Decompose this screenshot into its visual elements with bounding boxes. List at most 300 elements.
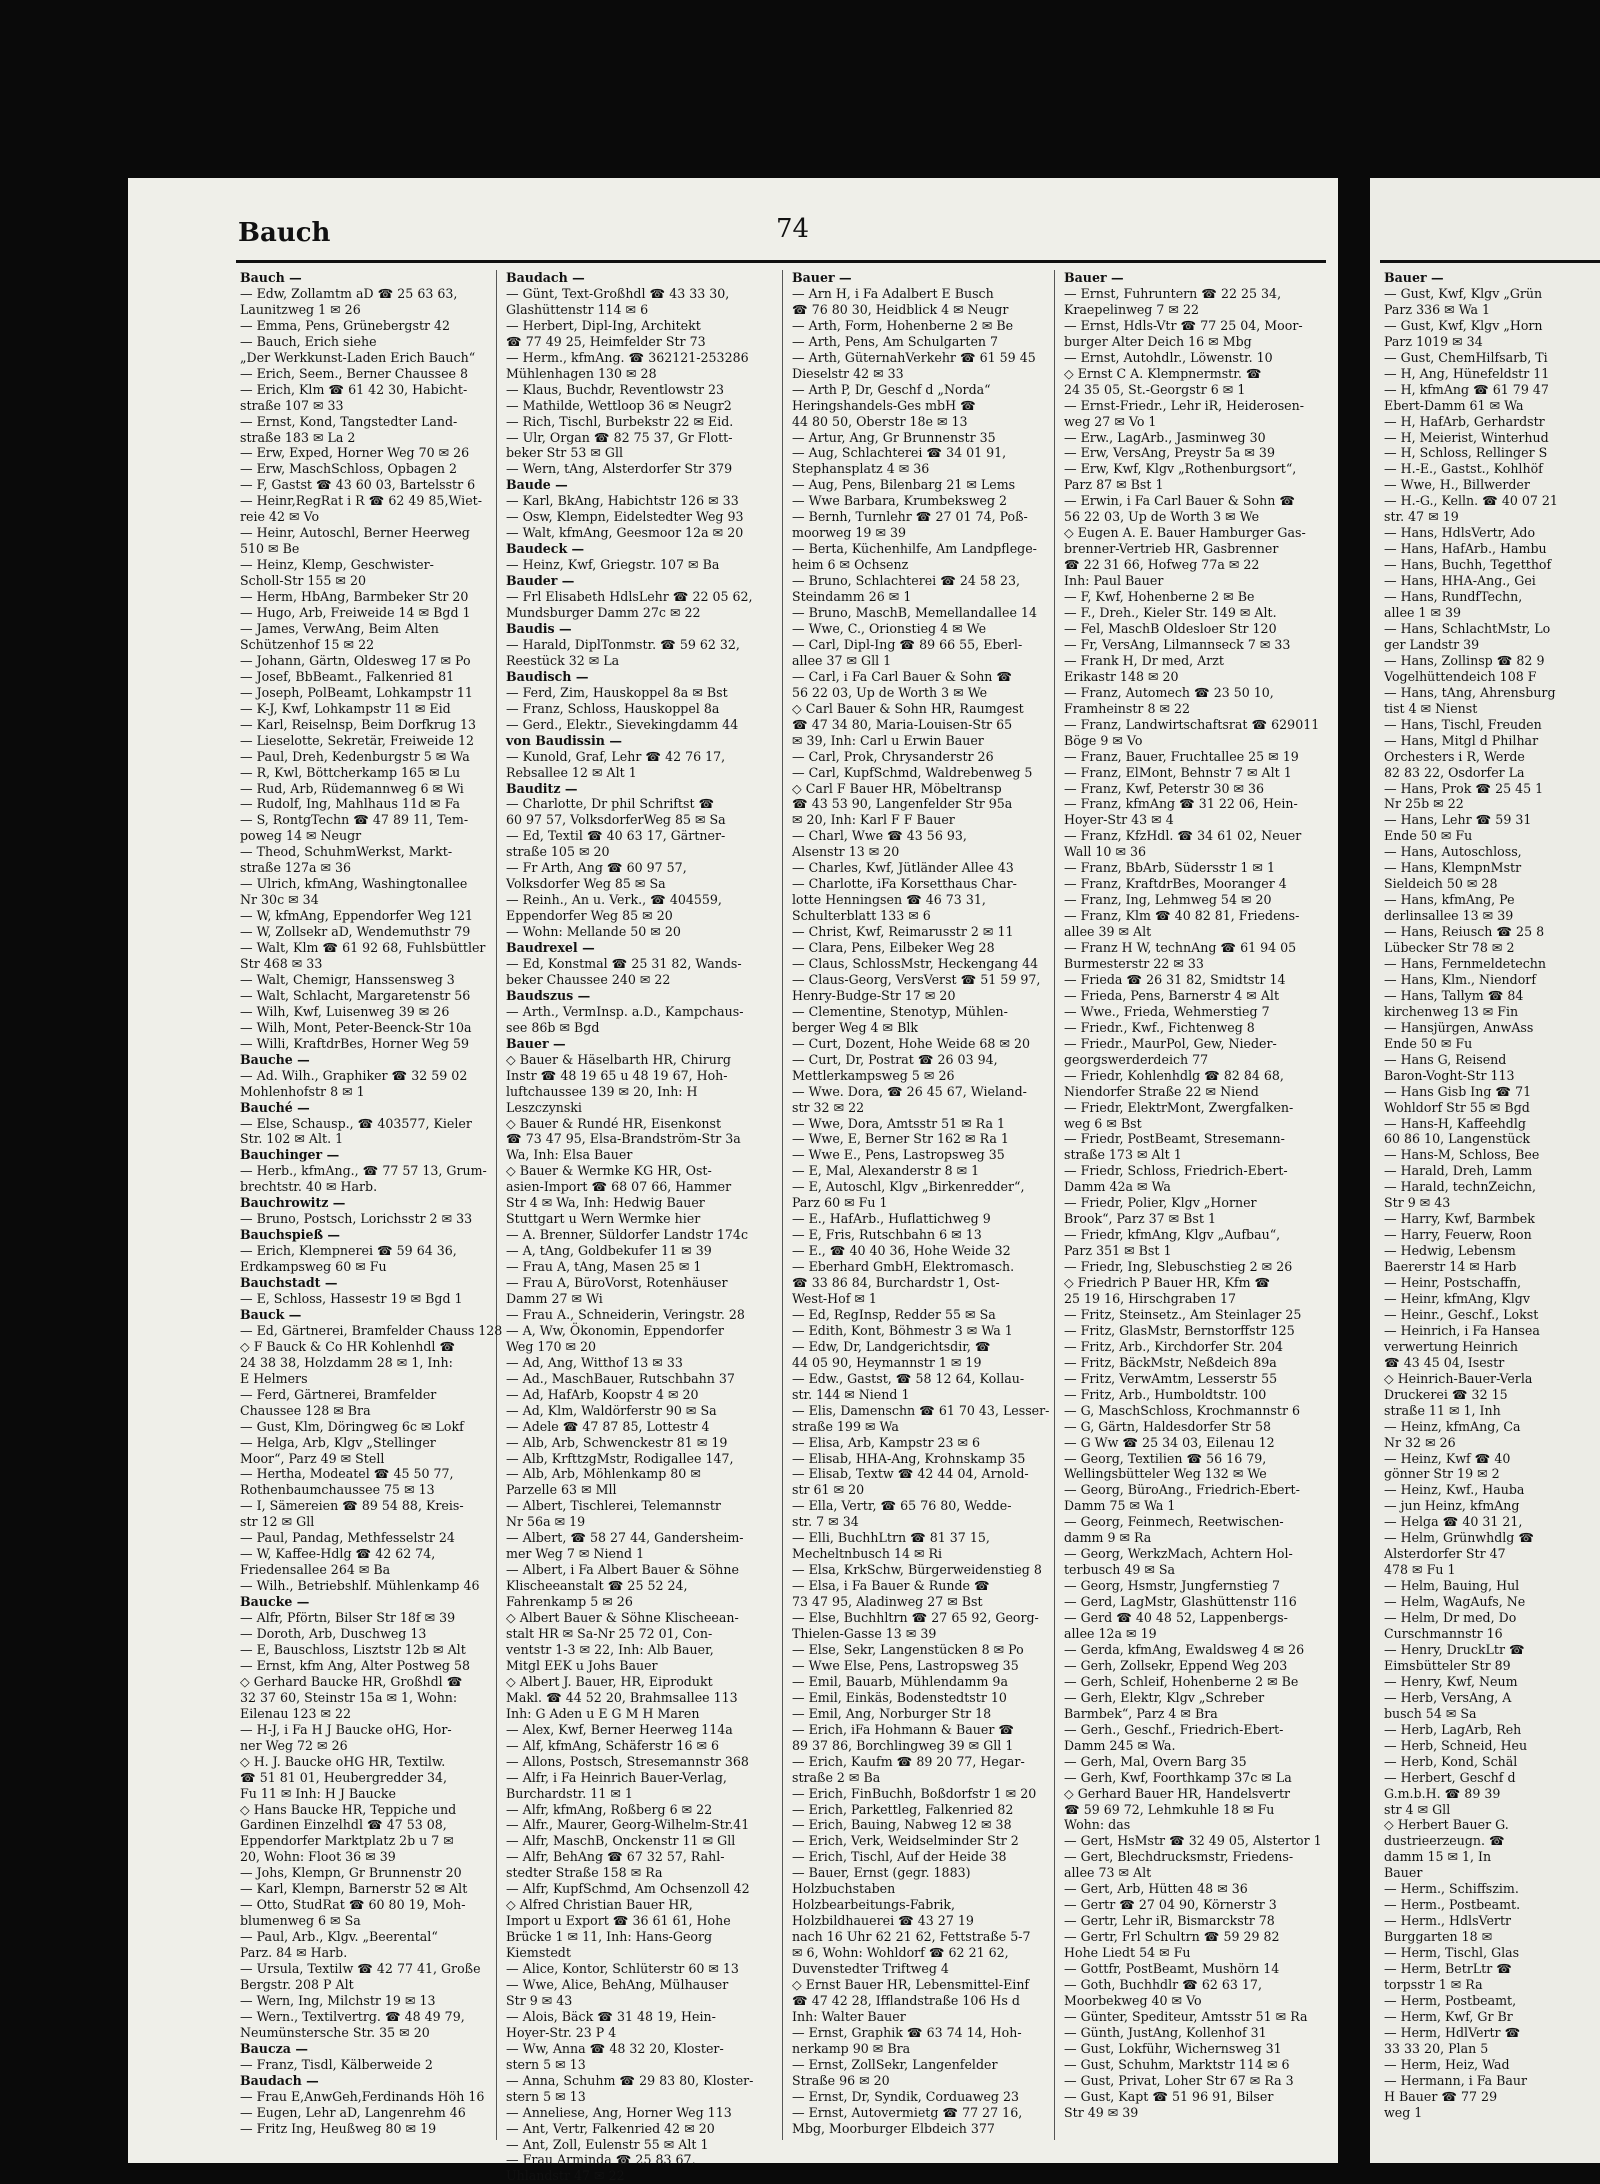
directory-entry-line: Kiemstedt [506,1945,571,1961]
directory-entry-line: — Wwe, Dora, Amtsstr 51 ✉ Ra 1 [792,1115,1005,1131]
directory-entry-line: — Ernst, Kond, Tangstedter Land- [240,413,458,429]
directory-entry-line: ◇ Gerhard Bauer HR, Handelsvertr [1064,1785,1291,1801]
directory-entry-line: Baude — [506,477,568,493]
directory-entry-line: Str 468 ✉ 33 [240,955,323,971]
directory-entry-line: — Hans, HafArb., Hambu [1384,541,1547,557]
directory-entry-line: — Ed, RegInsp, Redder 55 ✉ Sa [792,1306,996,1322]
directory-entry-line: — Herbert, Dipl-Ing, Architekt [506,317,701,333]
directory-entry-line: ◇ Alfred Christian Bauer HR, [506,1897,693,1913]
directory-entry-line: — Herb, VersAng, A [1384,1689,1512,1705]
directory-entry-line: — Erich, Klempnerei ☎ 59 64 36, [240,1243,457,1259]
directory-entry-line: berger Weg 4 ✉ Blk [792,1019,918,1035]
directory-entry-line: terbusch 49 ✉ Sa [1064,1562,1176,1578]
directory-entry-line: ☎ 47 42 28, Ifflandstraße 106 Hs d [792,1992,1020,2008]
directory-entry-line: Burchardstr. 11 ✉ 1 [506,1785,633,1801]
directory-entry-line: Parz 336 ✉ Wa 1 [1384,301,1491,317]
directory-entry-line: — Ernst, Autohdlr., Löwenstr. 10 [1064,349,1273,365]
directory-entry-line: blumenweg 6 ✉ Sa [240,1913,361,1929]
directory-entry-line: ◇ Bauer & Häselbarth HR, Chirurg [506,1051,731,1067]
directory-entry-line: — Arth, Pens, Am Schulgarten 7 [792,333,999,349]
directory-entry-line: — E, Autoschl, Klgv „Birkenredder“, [792,1179,1025,1195]
directory-entry-line: — Gust, Kapt ☎ 51 96 91, Bilser [1064,2088,1274,2104]
directory-entry-line: — Gerh, Kwf, Foorthkamp 37c ✉ La [1064,1769,1292,1785]
directory-entry-line: asien-Import ☎ 68 07 66, Hammer [506,1179,732,1195]
directory-entry-line: — Hermann, i Fa Baur [1384,2072,1528,2088]
directory-entry-line: — Theod, SchuhmWerkst, Markt- [240,844,453,860]
directory-entry-line: moorweg 19 ✉ 39 [792,525,907,541]
directory-entry-line: — Gerd, LagMstr, Glashüttenstr 116 [1064,1594,1297,1610]
directory-entry-line: Chaussee 128 ✉ Bra [240,1402,371,1418]
directory-entry-line: — Alfr, i Fa Heinrich Bauer-Verlag, [506,1769,727,1785]
directory-entry-line: — Friedr, ElektrMont, Zwergfalken- [1064,1099,1294,1115]
directory-entry-line: — Hans-M, Schloss, Bee [1384,1147,1540,1163]
directory-entry-line: Ebert-Damm 61 ✉ Wa [1384,397,1524,413]
directory-entry-line: — Hans, Tallym ☎ 84 [1384,987,1524,1003]
directory-entry-line: Wall 10 ✉ 36 [1064,844,1147,860]
directory-entry-line: ☎ 22 31 66, Hofweg 77a ✉ 22 [1064,557,1260,573]
directory-entry-line: — Gerh, Mal, Overn Barg 35 [1064,1753,1247,1769]
directory-entry-line: Instr ☎ 48 19 65 u 48 19 67, Hoh- [506,1067,728,1083]
directory-entry-line: ◇ Bauer & Rundé HR, Eisenkonst [506,1115,722,1131]
directory-entry-line: str 32 ✉ 22 [792,1099,865,1115]
directory-entry-line: — Wern, tAng, Alsterdorfer Str 379 [506,461,733,477]
directory-entry-line: — Friedr, Ing, Slebuschstieg 2 ✉ 26 [1064,1259,1293,1275]
directory-entry-line: — Herm, Postbeamt, [1384,1992,1517,2008]
directory-entry-line: — Wilh, Mont, Peter-Beenck-Str 10a [240,1019,472,1035]
directory-entry-line: — Charlotte, iFa Korsetthaus Char- [792,876,1017,892]
next-page-column [1384,270,1600,2121]
directory-entry-line: — Herb, Schneid, Heu [1384,1737,1528,1753]
directory-entry-line: Bauditz — [506,780,578,796]
directory-entry-line: — E, Bauschloss, Lisztstr 12b ✉ Alt [240,1641,466,1657]
directory-entry-line: — Wilh., Betriebshlf. Mühlenkamp 46 [240,1578,480,1594]
directory-entry-line: — Franz, Bauer, Fruchtallee 25 ✉ 19 [1064,748,1299,764]
directory-entry-line: — Herm., HdlsVertr [1384,1913,1512,1929]
directory-entry-line: straße 105 ✉ 20 [506,844,610,860]
directory-entry-line: — Hans, Autoschloss, [1384,844,1522,860]
directory-entry-line: — Gerh, Schleif, Hohenberne 2 ✉ Be [1064,1673,1299,1689]
directory-entry-line: Baudach — [506,270,585,285]
directory-entry-line: — Alice, Kontor, Schlüterstr 60 ✉ 13 [506,1961,739,1977]
directory-entry-line: Mbg, Moorburger Elbdeich 377 [792,2120,995,2136]
directory-entry-line: — Ant, Vertr, Falkenried 42 ✉ 20 [506,2120,715,2136]
directory-entry-line: — Hans, Reiusch ☎ 25 8 [1384,924,1545,940]
directory-entry-line: — Hans, Mitgl d Philhar [1384,732,1539,748]
directory-entry-line: — Arn H, i Fa Adalbert E Busch [792,285,994,301]
directory-entry-line: — Günt, Text-Großhdl ☎ 43 33 30, [506,285,730,301]
directory-entry-line: „Der Werkkunst-Laden Erich Bauch“ [240,349,476,365]
directory-entry-line: — Edith, Kont, Böhmestr 3 ✉ Wa 1 [792,1322,1013,1338]
directory-entry-line: — Hans, KlempnMstr [1384,860,1522,876]
directory-entry-line: Brook“, Parz 37 ✉ Bst 1 [1064,1211,1216,1227]
directory-entry-line: Rebsallee 12 ✉ Alt 1 [506,764,637,780]
directory-entry-line: Stephansplatz 4 ✉ 36 [792,461,930,477]
directory-entry-line: Uhlandstr 47 ✉ 22 [506,2168,625,2184]
directory-entry-line: — Clementine, Stenotyp, Mühlen- [792,1003,1008,1019]
directory-entry-line: — H-J, i Fa H J Baucke oHG, Hor- [240,1721,452,1737]
directory-entry-line: ◇ Heinrich-Bauer-Verla [1384,1370,1533,1386]
directory-entry-line: str. 47 ✉ 19 [1384,509,1459,525]
directory-entry-line: 73 47 95, Aladinweg 27 ✉ Bst [792,1594,983,1610]
directory-entry-line: weg 27 ✉ Vo 1 [1064,413,1157,429]
directory-entry-line: Str 9 ✉ 43 [1384,1195,1451,1211]
directory-entry-line: beker Chaussee 240 ✉ 22 [506,971,671,987]
directory-entry-line: Baudeck — [506,541,585,557]
page-number: 74 [776,214,810,244]
directory-entry-line: — Gottfr, PostBeamt, Mushörn 14 [1064,1961,1280,1977]
directory-entry-line: — Hans, Lehr ☎ 59 31 [1384,812,1532,828]
directory-entry-line: 510 ✉ Be [240,541,300,557]
directory-entry-line: — Hans, Buchh, Tegetthof [1384,557,1552,573]
directory-entry-line: — H.-G., Kelln. ☎ 40 07 21 [1384,493,1558,509]
directory-entry-line: — Wilh, Kwf, Luisenweg 39 ✉ 26 [240,1003,450,1019]
directory-entry-line: Hohe Liedt 54 ✉ Fu [1064,1945,1191,1961]
directory-entry-line: — H, Meierist, Winterhud [1384,429,1549,445]
directory-entry-line: — Wwe Barbara, Krumbeksweg 2 [792,493,1008,509]
directory-entry-line: Parz 60 ✉ Fu 1 [792,1195,888,1211]
directory-entry-line: — Rudolf, Ing, Mahlhaus 11d ✉ Fa [240,796,461,812]
directory-entry-line: West-Hof ✉ 1 [792,1291,877,1306]
directory-entry-line: — Reinh., An u. Verk., ☎ 404559, [506,892,722,908]
directory-entry-line: Druckerei ☎ 32 15 [1384,1386,1508,1402]
directory-entry-line: Alsterdorfer Str 47 [1384,1546,1506,1562]
directory-entry-line: — Helga ☎ 40 31 21, [1384,1514,1523,1530]
directory-entry-line: — Josef, BbBeamt., Falkenried 81 [240,668,455,684]
directory-entry-line: — W, kfmAng, Eppendorfer Weg 121 [240,908,474,924]
directory-entry-line: — Helm, WagAufs, Ne [1384,1594,1526,1610]
directory-entry-line: — Erich, iFa Hohmann & Bauer ☎ [792,1721,1015,1737]
directory-entry-line: — Christ, Kwf, Reimarusstr 2 ✉ 11 [792,924,1014,940]
directory-entry-line: Holzbuchstaben [792,1881,896,1897]
directory-entry-line: 56 22 03, Up de Worth 3 ✉ We [1064,509,1260,525]
directory-entry-line: Bauch — [240,270,302,285]
directory-entry-line: Holzbildhauerei ☎ 43 27 19 [792,1913,974,1929]
directory-entry-line: — Frau A, tAng, Masen 25 ✉ 1 [506,1259,702,1275]
directory-entry-line: ◇ Ernst C A. Klempnermstr. ☎ [1064,365,1262,381]
directory-entry-line: — Walt, kfmAng, Geesmoor 12a ✉ 20 [506,525,744,541]
directory-entry-line: — Frl Elisabeth HdlsLehr ☎ 22 05 62, [506,589,753,605]
directory-entry-line: — Artur, Ang, Gr Brunnenstr 35 [792,429,996,445]
directory-entry-line: — Elis, Damenschn ☎ 61 70 43, Lesser- [792,1402,1050,1418]
directory-entry-line: Bauder — [506,573,575,589]
column-divider [782,270,783,2140]
directory-entry-line: — Frau A, BüroVorst, Rotenhäuser [506,1275,728,1291]
directory-entry-line: — Ww, Anna ☎ 48 32 20, Kloster- [506,2040,724,2056]
directory-entry-line: — Alfr, KupfSchmd, Am Ochsenzoll 42 [506,1881,750,1897]
directory-entry-line: — Friedr, PostBeamt, Stresemann- [1064,1131,1285,1147]
directory-entry-line: — Heinrich, i Fa Hansea [1384,1322,1540,1338]
directory-entry-line: — Joseph, PolBeamt, Lohkampstr 11 [240,684,473,700]
directory-entry-line: Stuttgart u Wern Wermke hier [506,1211,701,1227]
directory-entry-line: straße 173 ✉ Alt 1 [1064,1147,1182,1163]
directory-entry-line: — Elsa, i Fa Bauer & Runde ☎ [792,1578,990,1594]
directory-entry-line: Bauck — [240,1306,302,1322]
directory-entry-line: Mühlenhagen 130 ✉ 28 [506,365,657,381]
directory-entry-line: E Helmers [240,1370,308,1386]
directory-entry-line: — Gertr, Lehr iR, Bismarckstr 78 [1064,1913,1275,1929]
directory-entry-line: — F, Kwf, Hohenberne 2 ✉ Be [1064,589,1255,605]
directory-entry-line: — Eugen, Lehr aD, Langenrehm 46 [240,2104,466,2120]
directory-entry-line: — Erw, VersAng, Preystr 5a ✉ 39 [1064,445,1275,461]
directory-entry-line: — Wwe Else, Pens, Lastropsweg 35 [792,1657,1019,1673]
directory-entry-line: allee 12a ✉ 19 [1064,1626,1157,1642]
directory-entry-line: 82 83 22, Osdorfer La [1384,764,1525,780]
directory-entry-line: straße 107 ✉ 33 [240,397,344,413]
directory-entry-line: Launitzweg 1 ✉ 26 [240,301,361,317]
directory-entry-line: Parz. 84 ✉ Harb. [240,1945,348,1961]
directory-entry-line: Bauer — [792,270,852,285]
directory-entry-line: Wohldorf Str 55 ✉ Bgd [1384,1099,1530,1115]
directory-entry-line: — Gert, Blechdrucksmstr, Friedens- [1064,1849,1294,1865]
directory-entry-line: str 4 ✉ Gll [1384,1801,1451,1817]
directory-entry-line: — A, Ww, Ökonomin, Eppendorfer [506,1322,724,1338]
directory-entry-line: — Ed, Konstmal ☎ 25 31 82, Wands- [506,955,742,971]
directory-page [128,178,1338,2184]
directory-entry-line: — Gertr, Frl Schultrn ☎ 59 29 82 [1064,1929,1280,1945]
directory-entry-line: — Heinz, Kwf, Griegstr. 107 ✉ Ba [506,557,720,573]
directory-entry-line: — Heinr, Postschaffn, [1384,1275,1522,1291]
directory-entry-line: — Edw, Zollamtm aD ☎ 25 63 63, [240,285,458,301]
directory-entry-line: — Ad, HafArb, Koopstr 4 ✉ 20 [506,1386,699,1402]
directory-entry-line: — F, Gastst ☎ 43 60 03, Bartelsstr 6 [240,477,476,493]
directory-entry-line: ☎ 43 53 90, Langenfelder Str 95a [792,796,1013,812]
directory-entry-line: — Erw, MaschSchloss, Opbagen 2 [240,461,458,477]
directory-entry-line: Mecheltnbusch 14 ✉ Ri [792,1546,943,1562]
directory-entry-line: ◇ Carl Bauer & Sohn HR, Raumgest [792,700,1024,716]
directory-entry-line: ◇ Eugen A. E. Bauer Hamburger Gas- [1064,525,1306,541]
directory-entry-line: ☎ 51 81 01, Heubergredder 34, [240,1769,448,1785]
directory-entry-line: — Paul, Dreh, Kedenburgstr 5 ✉ Wa [240,748,470,764]
directory-entry-line: 60 97 57, VolksdorferWeg 85 ✉ Sa [506,812,726,828]
directory-entry-line: Heringshandels-Ges mbH ☎ [792,397,976,413]
directory-entry-line: Kraepelinweg 7 ✉ 22 [1064,301,1199,317]
directory-entry-line: ◇ Carl F Bauer HR, Möbeltransp [792,780,1002,796]
directory-entry-line: ◇ Hans Baucke HR, Teppiche und [240,1801,457,1817]
directory-entry-line: — Herb., kfmAng., ☎ 77 57 13, Grum- [240,1163,487,1179]
directory-entry-line: — Harald, DiplTonmstr. ☎ 59 62 32, [506,636,740,652]
directory-entry-line: — Friedr, Kohlenhdlg ☎ 82 84 68, [1064,1067,1284,1083]
directory-entry-line: — Heinr., Geschf., Lokst [1384,1306,1539,1322]
directory-entry-line: georgswerderdeich 77 [1064,1051,1209,1067]
directory-entry-line: — Bruno, Schlachterei ☎ 24 58 23, [792,573,1020,589]
directory-entry-line: — Alex, Kwf, Berner Heerweg 114a [506,1721,733,1737]
directory-entry-line: — Otto, StudRat ☎ 60 80 19, Moh- [240,1897,466,1913]
directory-entry-line: weg 1 [1384,2104,1423,2120]
directory-entry-line: ✉ 20, Inh: Karl F F Bauer [792,812,955,828]
directory-entry-line: — Anna, Schuhm ☎ 29 83 80, Kloster- [506,2072,754,2088]
directory-entry-line: Bauer [1384,1865,1423,1881]
directory-entry-line: — Elisab, HHA-Ang, Krohnskamp 35 [792,1450,1026,1466]
directory-entry-line: — Georg, Hsmstr, Jungfernstieg 7 [1064,1578,1280,1594]
directory-entry-line: — Alb, Arb, Möhlenkamp 80 ✉ [506,1466,701,1482]
directory-entry-line: — Carl, KupfSchmd, Waldrebenweg 5 [792,764,1033,780]
directory-entry-line: Neumünstersche Str. 35 ✉ 20 [240,2024,430,2040]
directory-entry-line: — Hans, HdlsVertr, Ado [1384,525,1536,541]
header-rule [236,260,1326,263]
directory-entry-line: damm 15 ✉ 1, In [1384,1849,1492,1865]
directory-entry-line: — Gust, Schuhm, Marktstr 114 ✉ 6 [1064,2056,1290,2072]
directory-entry-line: — Wwe. Dora, ☎ 26 45 67, Wieland- [792,1083,1027,1099]
directory-entry-line: — Frau Arminda ☎ 25 83 67, [506,2152,696,2168]
directory-entry-line: — Erwin, i Fa Carl Bauer & Sohn ☎ [1064,493,1296,509]
directory-entry-line: — Gust, Kwf, Klgv „Grün [1384,285,1543,301]
directory-entry-line: — Alb, KrfttzgMstr, Rodigallee 147, [506,1450,734,1466]
directory-entry-line: Gardinen Einzelhdl ☎ 47 53 08, [240,1817,447,1833]
directory-entry-line: — Herm, Heiz, Wad [1384,2056,1510,2072]
directory-entry-line: Brücke 1 ✉ 11, Inh: Hans-Georg [506,1929,713,1945]
directory-entry-line: — Fritz, Arb., Kirchdorfer Str. 204 [1064,1338,1284,1354]
directory-entry-line: ☎ 43 45 04, Isestr [1384,1354,1505,1370]
directory-entry-line: — Johann, Gärtn, Oldesweg 17 ✉ Po [240,652,471,668]
directory-entry-line: — Fritz Ing, Heußweg 80 ✉ 19 [240,2120,437,2136]
directory-entry-line: Inh: Paul Bauer [1064,573,1164,589]
directory-entry-line: Orchesters i R, Werde [1384,748,1525,764]
directory-entry-line: — Frieda, Pens, Barnerstr 4 ✉ Alt [1064,987,1280,1003]
directory-entry-line: ☎ 76 80 30, Heidblick 4 ✉ Neugr [792,301,1009,317]
directory-entry-line: — Karl, Reiselnsp, Beim Dorfkrug 13 [240,716,477,732]
directory-entry-line: — R, Kwl, Böttcherkamp 165 ✉ Lu [240,764,461,780]
directory-entry-line: — Edw., Gastst, ☎ 58 12 64, Kollau- [792,1370,1025,1386]
directory-entry-line: Eilenau 123 ✉ 22 [240,1705,352,1721]
directory-entry-line: — A. Brenner, Süldorfer Landstr 174c [506,1227,748,1243]
directory-entry-line: heim 6 ✉ Ochsenz [792,557,909,573]
directory-entry-line: — Else, Schausp., ☎ 403577, Kieler [240,1115,472,1131]
directory-entry-line: ◇ Albert J. Bauer, HR, Eiprodukt [506,1673,713,1689]
directory-entry-line: — Walt, Klm ☎ 61 92 68, Fuhlsbüttler [240,940,486,956]
directory-entry-line: Baucke — [240,1594,310,1610]
directory-entry-line: Bauchinger — [240,1147,340,1163]
directory-entry-line: — Helm, Dr med, Do [1384,1610,1517,1626]
directory-entry-line: — Gert, Arb, Hütten 48 ✉ 36 [1064,1881,1248,1897]
directory-entry-line: — Heinr, Autoschl, Berner Heerweg [240,525,470,541]
directory-entry-line: ◇ F Bauck & Co HR Kohlenhdl ☎ [240,1338,456,1354]
directory-entry-line: Makl. ☎ 44 52 20, Brahmsallee 113 [506,1689,738,1705]
directory-entry-line: G.m.b.H. ☎ 89 39 [1384,1785,1501,1801]
directory-entry-line: ◇ Ernst Bauer HR, Lebensmittel-Einf [792,1976,1030,1992]
directory-entry-line: — Friedr., MaurPol, Gew, Nieder- [1064,1035,1277,1051]
directory-entry-line: — Elisa, Arb, Kampstr 23 ✉ 6 [792,1434,981,1450]
directory-entry-line: — Ad, Ang, Witthof 13 ✉ 33 [506,1354,683,1370]
directory-entry-line: — Franz, Schloss, Hauskoppel 8a [506,700,720,716]
column-1 [240,270,503,2137]
directory-entry-line: — Herm, HdlVertr ☎ [1384,2024,1521,2040]
directory-entry-line: — Hans G, Reisend [1384,1051,1507,1067]
directory-entry-line: — Paul, Arb., Klgv. „Beerental“ [240,1929,438,1945]
directory-entry-line: Burggarten 18 ✉ [1384,1929,1493,1945]
directory-entry-line: Baucza — [240,2040,308,2056]
directory-entry-line: Leszczynski [506,1099,582,1115]
directory-entry-line: — jun Heinz, kfmAng [1384,1498,1520,1514]
directory-entry-line: — Harry, Feuerw, Roon [1384,1227,1532,1243]
directory-entry-line: — Fritz, BäckMstr, Neßdeich 89a [1064,1354,1277,1370]
directory-entry-line: — Hans, tAng, Ahrensburg [1384,684,1556,700]
directory-entry-line: — Alf, kfmAng, Schäferstr 16 ✉ 6 [506,1737,720,1753]
directory-entry-line: Alsenstr 13 ✉ 20 [792,844,900,860]
directory-entry-line: — Ad., MaschBauer, Rutschbahn 37 [506,1370,735,1386]
directory-entry-line: — Erich, Parkettleg, Falkenried 82 [792,1801,1014,1817]
directory-entry-line: — Fritz, Steinsetz., Am Steinlager 25 [1064,1306,1302,1322]
directory-entry-line: Schützenhof 15 ✉ 22 [240,636,375,652]
directory-entry-line: — Eberhard GmbH, Elektromasch. [792,1259,1015,1275]
directory-entry-line: 24 38 38, Holzdamm 28 ✉ 1, Inh: [240,1354,453,1370]
directory-entry-line: — Elisab, Textw ☎ 42 44 04, Arnold- [792,1466,1029,1482]
directory-entry-line: — Wwe, C., Orionstieg 4 ✉ We [792,620,987,636]
directory-entry-line: — Ernst, kfm Ang, Alter Postweg 58 [240,1657,471,1673]
directory-entry-line: 56 22 03, Up de Worth 3 ✉ We [792,684,988,700]
directory-entry-line: str. 144 ✉ Niend 1 [792,1386,910,1402]
directory-entry-line: str 12 ✉ Gll [240,1514,315,1530]
directory-entry-line: Mundsburger Damm 27c ✉ 22 [506,605,701,621]
directory-entry-line: — Curt, Dozent, Hohe Weide 68 ✉ 20 [792,1035,1031,1051]
directory-entry-line: Moor“, Parz 49 ✉ Stell [240,1450,385,1466]
directory-entry-line: — Carl, Prok, Chrysanderstr 26 [792,748,994,764]
directory-entry-line: — Claus, SchlossMstr, Heckengang 44 [792,955,1039,971]
header-rule [1380,260,1600,263]
directory-entry-line: — Henry, DruckLtr ☎ [1384,1641,1525,1657]
directory-entry-line: — Wwe., Frieda, Wehmerstieg 7 [1064,1003,1270,1019]
directory-entry-line: — Albert, i Fa Albert Bauer & Söhne [506,1562,739,1578]
directory-entry-line: burger Alter Deich 16 ✉ Mbg [1064,333,1252,349]
directory-entry-line: Baudis — [506,620,572,636]
directory-entry-line: — Erich, Kaufm ☎ 89 20 77, Hegar- [792,1753,1025,1769]
directory-entry-line: — Franz, BbArb, Südersstr 1 ✉ 1 [1064,860,1275,876]
directory-entry-line: — Herm., Schiffszim. [1384,1881,1519,1897]
directory-entry-line: Bauchstadt — [240,1275,338,1291]
directory-entry-line: — Fritz, GlasMstr, Bernstorffstr 125 [1064,1322,1295,1338]
directory-entry-line: — Walt, Schlacht, Margaretenstr 56 [240,987,471,1003]
directory-entry-line: — Erich, Seem., Berner Chaussee 8 [240,365,469,381]
directory-entry-line: Eppendorfer Weg 85 ✉ 20 [506,908,673,924]
directory-entry-line: — Albert, Tischlerei, Telemannstr [506,1498,721,1514]
directory-entry-line: Erdkampsweg 60 ✉ Fu [240,1259,387,1275]
directory-entry-line: Glashüttenstr 114 ✉ 6 [506,301,649,317]
directory-entry-line: — Erich, FinBuchh, Boßdorfstr 1 ✉ 20 [792,1785,1037,1801]
directory-entry-line: — I, Sämereien ☎ 89 54 88, Kreis- [240,1498,464,1514]
directory-entry-line: — Heinz, Kwf., Hauba [1384,1482,1525,1498]
directory-entry-line: — Friedr, kfmAng, Klgv „Aufbau“, [1064,1227,1281,1243]
directory-entry-line: — E, Mal, Alexanderstr 8 ✉ 1 [792,1163,980,1179]
directory-entry-line: — Franz, Kwf, Peterstr 30 ✉ 36 [1064,780,1265,796]
directory-entry-line: — Gerd., Elektr., Sievekingdamm 44 [506,716,739,732]
directory-entry-line: — Adele ☎ 47 87 85, Lottestr 4 [506,1418,710,1434]
directory-entry-line: 44 05 90, Heymannstr 1 ✉ 19 [792,1354,982,1370]
directory-entry-line: Eimsbütteler Str 89 [1384,1657,1511,1673]
directory-entry-line: Bauche — [240,1051,310,1067]
directory-entry-line: — Alfr., Maurer, Georg-Wilhelm-Str.41 [506,1817,750,1833]
directory-entry-line: 20, Wohn: Floot 36 ✉ 39 [240,1849,396,1865]
directory-entry-line: — Gertr ☎ 27 04 90, Körnerstr 3 [1064,1897,1277,1913]
directory-entry-line: — Aug, Schlachterei ☎ 34 01 91, [792,445,1007,461]
directory-entry-line: — Alfr, kfmAng, Roßberg 6 ✉ 22 [506,1801,713,1817]
directory-entry-line: Mitgl EEK u Johs Bauer [506,1657,658,1673]
directory-entry-line: — Friedr, Polier, Klgv „Horner [1064,1195,1257,1211]
directory-entry-line: — H, Ang, Hünefeldstr 11 [1384,365,1550,381]
directory-entry-line: ventstr 1-3 ✉ 22, Inh: Alb Bauer, [506,1641,714,1657]
directory-entry-line: — Charl, Wwe ☎ 43 56 93, [792,828,967,844]
directory-entry-line: — H, Schloss, Rellinger S [1384,445,1548,461]
directory-entry-line: Inh: Walter Bauer [792,2008,906,2024]
directory-entry-line: ◇ H. J. Baucke oHG HR, Textilw. [240,1753,446,1769]
directory-entry-line: Barmbek“, Parz 4 ✉ Bra [1064,1705,1218,1721]
directory-entry-line: derlinsallee 13 ✉ 39 [1384,908,1514,924]
directory-entry-line: — G Ww ☎ 25 34 03, Eilenau 12 [1064,1434,1275,1450]
directory-entry-line: — Harry, Kwf, Barmbek [1384,1211,1535,1227]
directory-entry-line: — Ferd, Gärtnerei, Bramfelder [240,1386,437,1402]
directory-entry-line: stern 5 ✉ 13 [506,2088,586,2104]
directory-entry-line: Damm 27 ✉ Wi [506,1291,603,1306]
directory-entry-line: — Ad. Wilh., Graphiker ☎ 32 59 02 [240,1067,468,1083]
directory-entry-line: — Helm, Bauing, Hul [1384,1578,1520,1594]
